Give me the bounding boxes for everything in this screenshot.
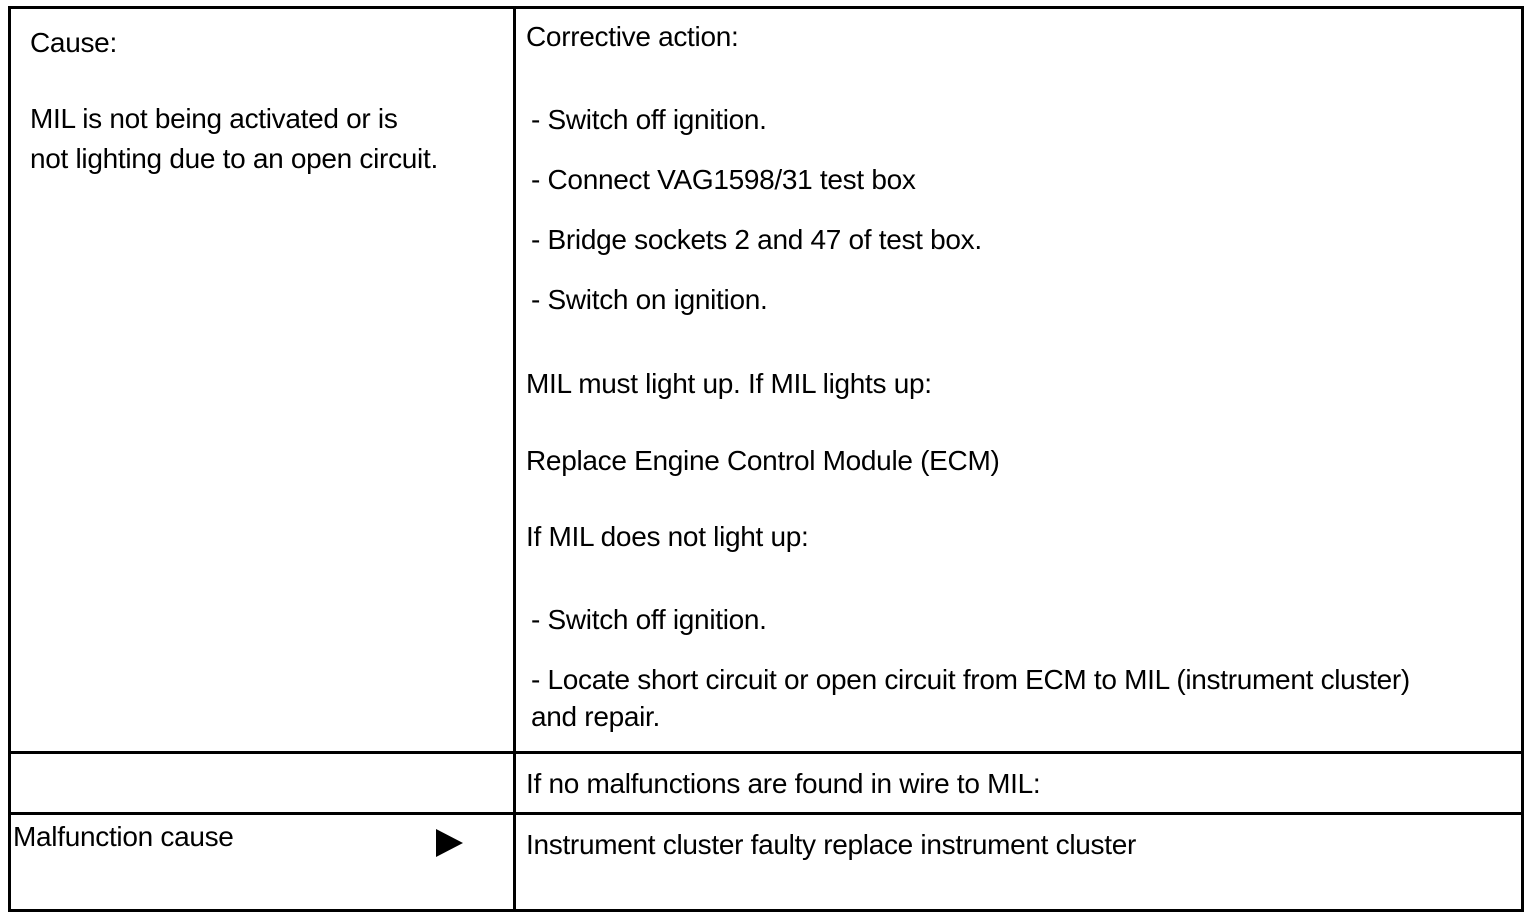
replace-ecm-text: Replace Engine Control Module (ECM) bbox=[526, 445, 1000, 476]
cause-text-line-1: MIL is not being activated or is bbox=[30, 103, 398, 134]
corrective-action-heading: Corrective action: bbox=[526, 21, 739, 52]
step-switch-off-ignition-2: - Switch off ignition. bbox=[531, 604, 767, 635]
no-malfunction-text: If no malfunctions are found in wire to MIL: bbox=[526, 768, 1041, 799]
step-locate-circuit: - Locate short circuit or open circuit from ECM to MIL (instrument cluster) bbox=[531, 664, 1410, 695]
column-divider bbox=[513, 6, 516, 912]
step-bridge-sockets: - Bridge sockets 2 and 47 of test box. bbox=[531, 224, 982, 255]
step-and-repair: and repair. bbox=[531, 701, 661, 732]
cause-text-line-2: not lighting due to an open circuit. bbox=[30, 143, 438, 174]
row-divider-1 bbox=[8, 751, 1524, 754]
mil-check-text: MIL must light up. If MIL lights up: bbox=[526, 368, 932, 399]
row-divider-2 bbox=[8, 812, 1524, 815]
malfunction-cause-label: Malfunction cause bbox=[13, 821, 234, 852]
right-arrow-icon bbox=[436, 829, 463, 857]
table-border-top bbox=[8, 6, 1524, 9]
step-connect-test-box: - Connect VAG1598/31 test box bbox=[531, 164, 916, 195]
instrument-cluster-text: Instrument cluster faulty replace instrument cluster bbox=[526, 829, 1136, 860]
diagnostic-table bbox=[8, 6, 1524, 912]
table-border-right bbox=[1521, 6, 1524, 912]
if-mil-not-lit-text: If MIL does not light up: bbox=[526, 521, 809, 552]
table-border-bottom bbox=[8, 909, 1524, 912]
step-switch-on-ignition: - Switch on ignition. bbox=[531, 284, 768, 315]
table-border-left bbox=[8, 6, 11, 912]
cause-heading: Cause: bbox=[30, 27, 117, 58]
step-switch-off-ignition: - Switch off ignition. bbox=[531, 104, 767, 135]
